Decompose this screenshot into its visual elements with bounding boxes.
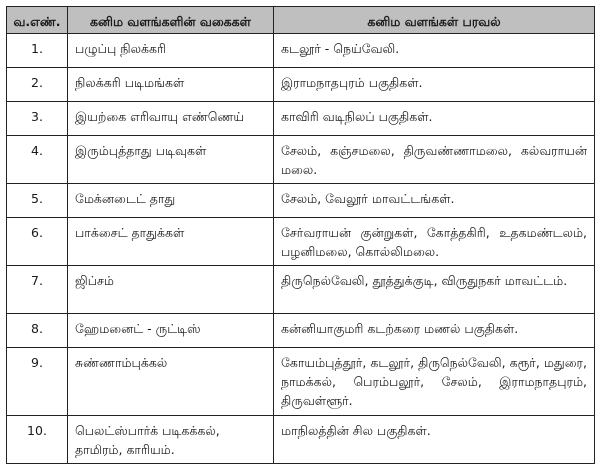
row-mineral-type: ஜிப்சம் xyxy=(68,266,274,314)
row-mineral-type: மேக்னடைட் தாது xyxy=(68,184,274,218)
row-mineral-type: பாக்சைட் தாதுக்கள் xyxy=(68,218,274,266)
row-mineral-type: இயற்கை எரிவாயு எண்ணெய் xyxy=(68,102,274,136)
row-serial-number: 10. xyxy=(7,416,68,464)
row-mineral-distribution: சேலம், கஞ்சமலை, திருவண்ணாமலை, கல்வராயன் மலை. xyxy=(274,136,595,184)
table-row xyxy=(7,68,595,102)
table-header-row xyxy=(7,7,595,34)
table-row xyxy=(7,102,595,136)
row-mineral-type: ஹேமனைட் - ருட்டிஸ் xyxy=(68,314,274,348)
row-mineral-distribution: சேலம், வேலூர் மாவட்டங்கள். xyxy=(274,184,595,218)
row-serial-number: 4. xyxy=(7,136,68,184)
header-mineral-distribution: கனிம வளங்கள் பரவல் xyxy=(274,7,595,34)
row-serial-number: 3. xyxy=(7,102,68,136)
row-serial-number: 6. xyxy=(7,218,68,266)
row-mineral-type: இரும்புத்தாது படிவுகள் xyxy=(68,136,274,184)
table-row xyxy=(7,416,595,464)
table-row xyxy=(7,314,595,348)
row-mineral-distribution: கோயம்புத்தூர், கடலூர், திருநெல்வேலி, கரூர், மதுரை, நாமக்கல், பெரம்பலூர், சேலம், இராமநாதபுரம், திருவள்ளூர். xyxy=(274,348,595,416)
header-mineral-type: கனிம வளங்களின் வகைகள் xyxy=(68,7,274,34)
row-serial-number: 1. xyxy=(7,34,68,68)
table-row xyxy=(7,136,595,184)
row-mineral-distribution: இராமநாதபுரம் பகுதிகள். xyxy=(274,68,595,102)
row-mineral-type: நிலக்கரி படிமங்கள் xyxy=(68,68,274,102)
row-mineral-distribution: கடலூர் - நெய்வேலி. xyxy=(274,34,595,68)
row-mineral-distribution: மாநிலத்தின் சில பகுதிகள். xyxy=(274,416,595,464)
header-serial-number: வ.எண். xyxy=(7,7,68,34)
row-mineral-distribution: காவிரி வடிநிலப் பகுதிகள். xyxy=(274,102,595,136)
table-row xyxy=(7,218,595,266)
row-serial-number: 2. xyxy=(7,68,68,102)
row-serial-number: 8. xyxy=(7,314,68,348)
row-mineral-distribution: சேர்வராயன் குன்றுகள், கோத்தகிரி, உதகமண்டலம், பழனிமலை, கொல்லிமலை. xyxy=(274,218,595,266)
row-mineral-type: பெலட்ஸ்பார்க் படிகக்கல், தாமிரம், காரியம். xyxy=(68,416,274,464)
row-mineral-distribution: திருநெல்வேலி, தூத்துக்குடி, விருதுநகர் மாவட்டம். xyxy=(274,266,595,314)
row-serial-number: 5. xyxy=(7,184,68,218)
minerals-table xyxy=(6,6,595,464)
table-row xyxy=(7,348,595,416)
row-mineral-type: சுண்ணாம்புக்கல் xyxy=(68,348,274,416)
minerals-table-container xyxy=(6,6,595,464)
row-mineral-distribution: கன்னியாகுமரி கடற்கரை மணல் பகுதிகள். xyxy=(274,314,595,348)
table-row xyxy=(7,266,595,314)
table-row xyxy=(7,184,595,218)
row-mineral-type: பழுப்பு நிலக்கரி xyxy=(68,34,274,68)
table-row xyxy=(7,34,595,68)
row-serial-number: 9. xyxy=(7,348,68,416)
row-serial-number: 7. xyxy=(7,266,68,314)
